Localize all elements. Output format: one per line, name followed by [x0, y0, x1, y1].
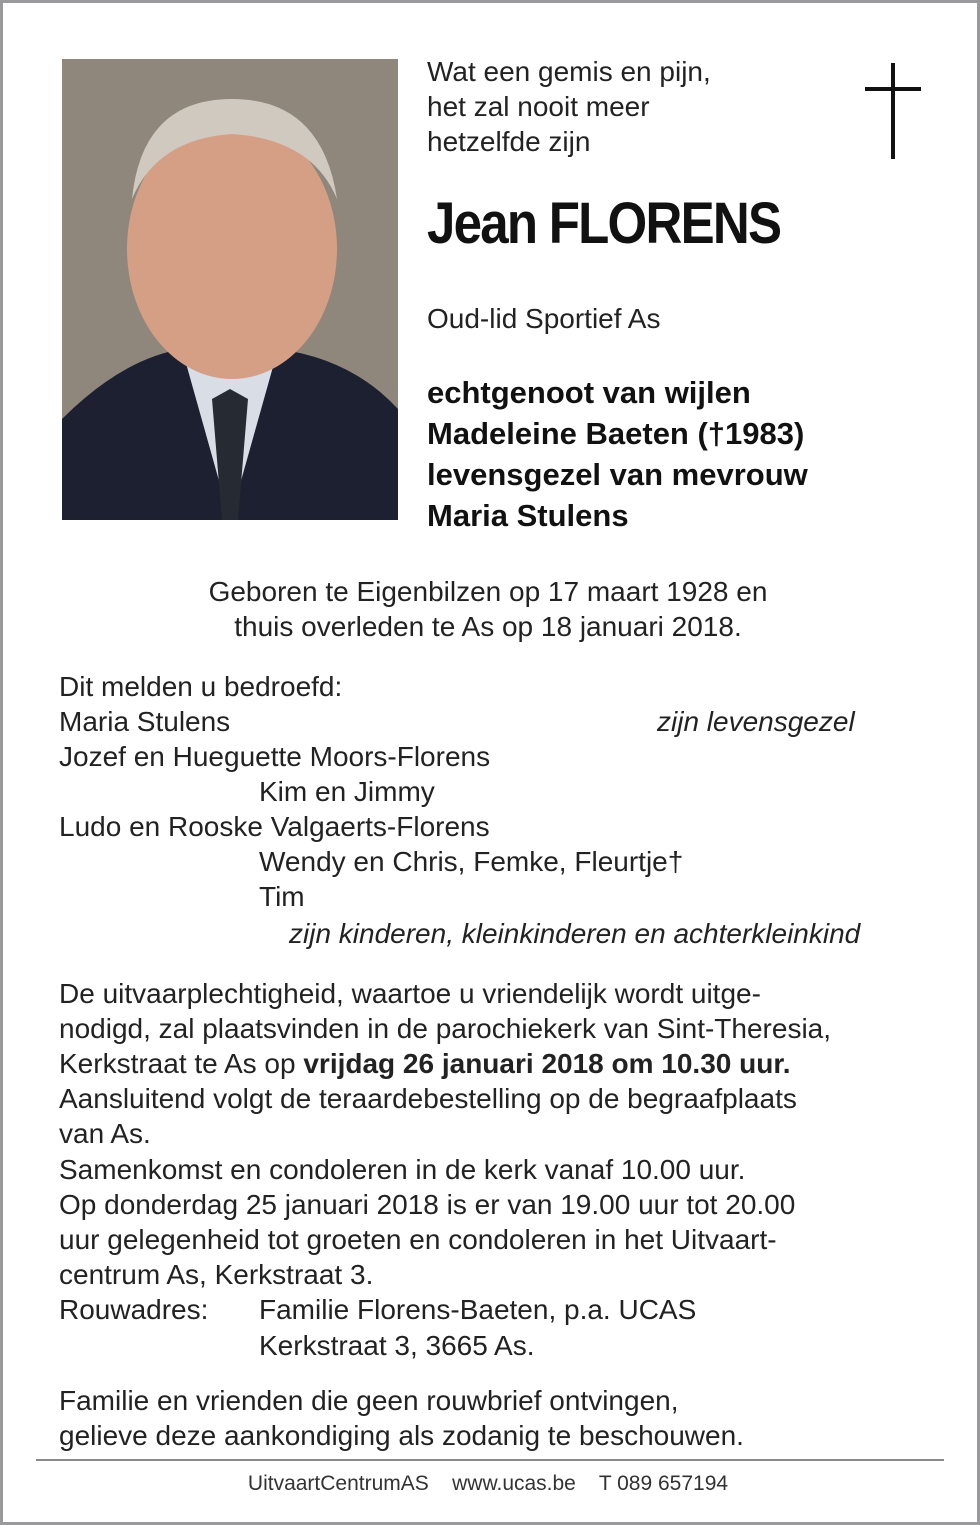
- funeral-text: Op donderdag 25 januari 2018 is er van 19.00 uur tot 20.00: [59, 1189, 796, 1220]
- relation-line: Madeleine Baeten (†1983): [427, 416, 805, 451]
- funeral-text: De uitvaarplechtigheid, waartoe u vriendelijk wordt uitge-: [59, 978, 761, 1009]
- closing-text: Familie en vrienden die geen rouwbrief ontvingen,: [59, 1385, 679, 1416]
- funeral-text: [59, 1046, 790, 1081]
- divider: [36, 1459, 944, 1461]
- family-member: Tim: [259, 881, 305, 912]
- funeral-date: vrijdag 26 januari 2018 om 10.30 uur.: [303, 1048, 791, 1079]
- deceased-name: Jean FLORENS: [427, 191, 781, 256]
- family-member: Ludo en Rooske Valgaerts-Florens: [59, 811, 490, 842]
- funeral-text: nodigd, zal plaatsvinden in de parochiekerk van Sint-Theresia,: [59, 1013, 832, 1044]
- address-line: Kerkstraat 3, 3665 As.: [259, 1330, 535, 1361]
- closing-text: gelieve deze aankondiging als zodanig te beschouwen.: [59, 1420, 744, 1451]
- family-role: zijn levensgezel: [657, 706, 855, 737]
- funeral-text: Aansluitend volgt de teraardebestelling op de begraafplaats: [59, 1083, 797, 1114]
- portrait-photo: [62, 59, 398, 520]
- footer-company: UitvaartCentrumAS: [247, 1472, 429, 1495]
- poem-line: het zal nooit meer: [427, 91, 650, 122]
- birth-line: Geboren te Eigenbilzen op 17 maart 1928 en: [208, 576, 768, 607]
- poem-line: Wat een gemis en pijn,: [427, 56, 711, 87]
- family-member: Maria Stulens: [59, 706, 231, 737]
- death-line: thuis overleden te As op 18 januari 2018.: [234, 611, 742, 642]
- family-intro: Dit melden u bedroefd:: [59, 671, 343, 702]
- cross-icon: [865, 63, 921, 159]
- family-member: Kim en Jimmy: [259, 776, 435, 807]
- footer: [0, 1472, 976, 1496]
- affiliation: Oud-lid Sportief As: [427, 303, 661, 334]
- relation-line: levensgezel van mevrouw: [427, 457, 808, 492]
- family-member: Jozef en Hueguette Moors-Florens: [59, 741, 491, 772]
- relation-line: echtgenoot van wijlen: [427, 375, 751, 410]
- funeral-text: Samenkomst en condoleren in de kerk vanaf 10.00 uur.: [59, 1154, 746, 1185]
- address-label: Rouwadres:: [59, 1294, 209, 1325]
- funeral-text: van As.: [59, 1118, 151, 1149]
- family-role: zijn kinderen, kleinkinderen en achterkleinkind: [289, 918, 861, 949]
- footer-website: www.ucas.be: [452, 1472, 576, 1495]
- funeral-text: uur gelegenheid tot groeten en condoleren in het Uitvaart-: [59, 1224, 777, 1255]
- relation-line: Maria Stulens: [427, 498, 629, 533]
- footer-phone: T 089 657194: [598, 1472, 729, 1495]
- funeral-text: centrum As, Kerkstraat 3.: [59, 1259, 374, 1290]
- poem-line: hetzelfde zijn: [427, 126, 591, 157]
- funeral-text-part: Kerkstraat te As op: [59, 1048, 304, 1079]
- address-line: Familie Florens-Baeten, p.a. UCAS: [259, 1294, 697, 1325]
- family-member: Wendy en Chris, Femke, Fleurtje†: [259, 846, 684, 877]
